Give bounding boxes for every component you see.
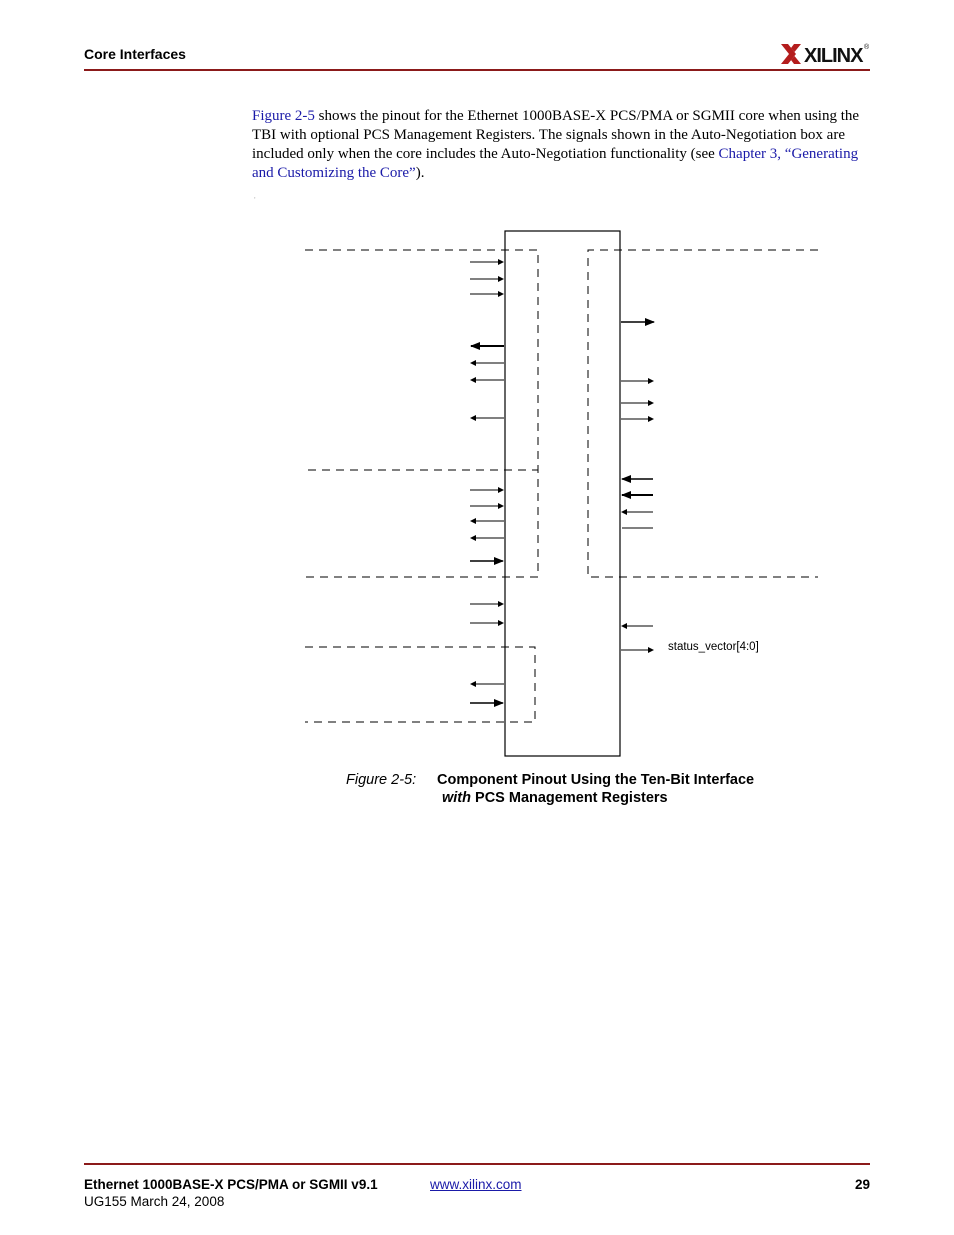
- status-vector-label: status_vector[4:0]: [668, 641, 759, 653]
- footer-page-number: 29: [855, 1177, 871, 1192]
- logo-text: XILINX: [804, 45, 863, 67]
- chapter-3-link[interactable]: Chapter 3, “Generating and Customizing the Core”: [252, 146, 859, 181]
- intro-text-part1: shows the pinout for the Ethernet 1000BASE-X PCS/PMA or SGMII core when using the TBI with optional PCS Management Registers. The signals shown in the Auto-Negotiation box are included only when the core includes the Auto-Negotiation functionality (see: [252, 108, 860, 162]
- footer-doc-title: Ethernet 1000BASE-X PCS/PMA or SGMII v9.1: [84, 1177, 378, 1192]
- footer-doc-id: UG155 March 24, 2008: [84, 1194, 225, 1209]
- core-component-block: [505, 231, 620, 756]
- logo-registered-mark: ®: [864, 44, 870, 51]
- figure-caption-line1: Component Pinout Using the Ten-Bit Interface: [437, 772, 755, 788]
- intro-text-part2: ).: [415, 165, 425, 181]
- caption-italic-word: with: [442, 790, 471, 806]
- figure-caption-line2: [442, 790, 668, 806]
- section-title: Core Interfaces: [84, 46, 186, 62]
- figure-caption-label: Figure 2-5:: [346, 772, 417, 788]
- client-receive-group-box: [305, 250, 538, 577]
- figure-2-5-link[interactable]: Figure 2-5: [252, 108, 315, 124]
- stray-mark: ,: [254, 194, 256, 200]
- caption-line2-rest: PCS Management Registers: [471, 790, 668, 806]
- footer-url-link[interactable]: www.xilinx.com: [430, 1177, 522, 1192]
- right-output-arrows: [621, 322, 654, 650]
- right-input-arrows: [622, 479, 653, 626]
- footer-rule: [84, 1163, 870, 1165]
- left-output-arrows: [471, 346, 504, 684]
- left-input-arrows: [470, 262, 503, 703]
